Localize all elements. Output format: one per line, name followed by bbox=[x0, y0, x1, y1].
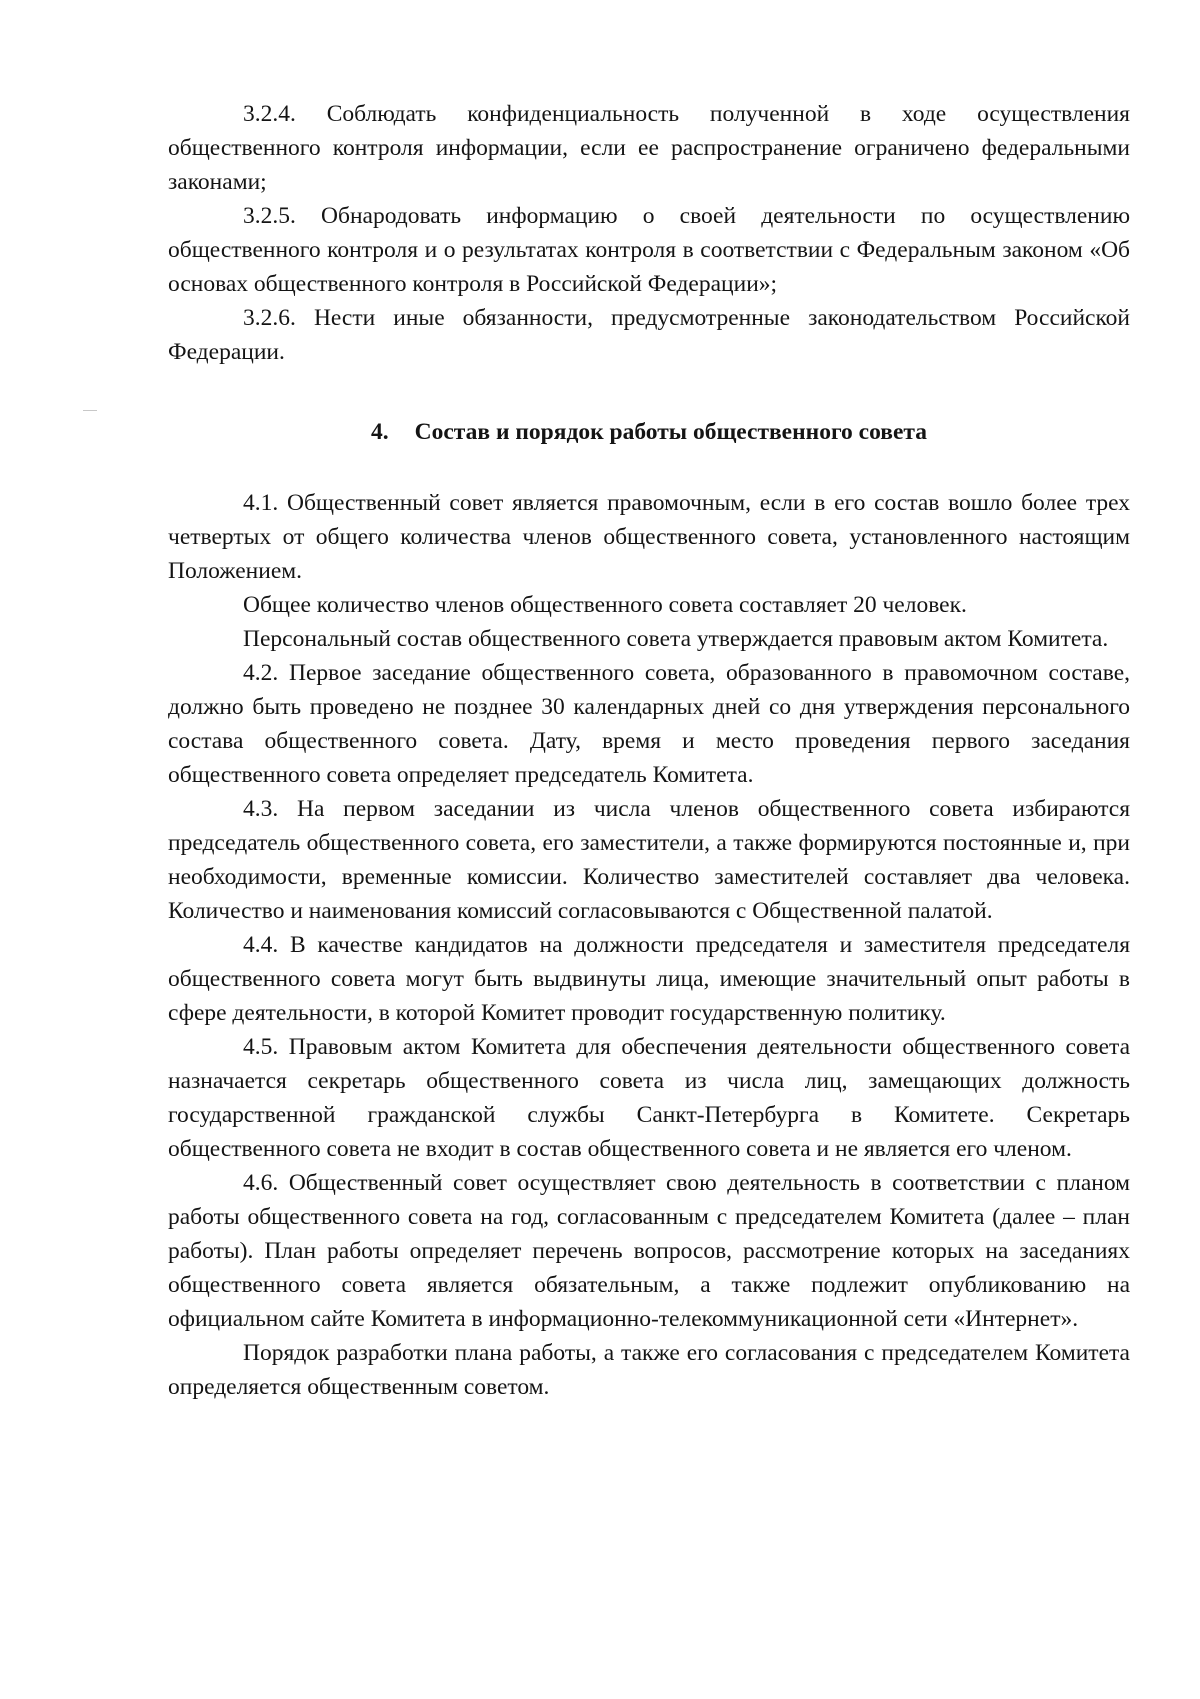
scan-artifact bbox=[83, 410, 97, 411]
clause-number: 4.5. bbox=[243, 1034, 279, 1060]
clause-4-5 bbox=[168, 1030, 1130, 1166]
clause-4-6 bbox=[168, 1166, 1130, 1336]
clause-number: 3.2.4. bbox=[243, 101, 296, 127]
paragraph-text: Общее количество членов общественного совета составляет 20 человек. bbox=[243, 592, 967, 618]
section-4-items bbox=[168, 486, 1130, 1404]
paragraph-member-count bbox=[168, 588, 1130, 622]
paragraph-text: Персональный состав общественного совета утверждается правовым актом Комитета. bbox=[243, 626, 1109, 652]
clause-number: 4.2. bbox=[243, 660, 279, 686]
clause-text: Первое заседание общественного совета, образованного в правомочном составе, должно быть проведено не позднее 30 календарных дней со дня утверждения персонального состава общественного совета. Дату, время и место проведения первого заседания общественного совета определяет председатель Комитета. bbox=[168, 660, 1130, 788]
clause-text: Общественный совет является правомочным, если в его состав вошло более трех четвертых от общего количества членов общественного совета, установленного настоящим Положением. bbox=[168, 490, 1131, 584]
clause-3-2-6 bbox=[168, 301, 1130, 369]
section-number: 4. bbox=[371, 419, 389, 445]
paragraph-plan-procedure bbox=[168, 1336, 1130, 1404]
clause-text: Нести иные обязанности, предусмотренные законодательством Российской Федерации. bbox=[168, 305, 1131, 365]
clause-3-2-5 bbox=[168, 199, 1130, 301]
clause-text: Соблюдать конфиденциальность полученной в ходе осуществления общественного контроля информации, если ее распространение ограничено федеральными законами; bbox=[168, 101, 1130, 195]
clause-text: В качестве кандидатов на должности председателя и заместителя председателя общественного совета могут быть выдвинуты лица, имеющие значительный опыт работы в сфере деятельности, в которой Комитет проводит государственную политику. bbox=[168, 932, 1131, 1026]
section-title: Состав и порядок работы общественного совета bbox=[414, 419, 927, 445]
section-4-heading-block bbox=[168, 415, 1130, 449]
clause-number: 3.2.6. bbox=[243, 305, 296, 331]
clause-number: 4.6. bbox=[243, 1170, 279, 1196]
clause-number: 3.2.5. bbox=[243, 203, 296, 229]
clause-text: Правовым актом Комитета для обеспечения деятельности общественного совета назначается секретарь общественного совета из числа лиц, замещающих должность государственной гражданской службы Санкт-Петербурга в Комитете. Секретарь общественного совета не входит в состав общественного совета и не является его членом. bbox=[168, 1034, 1130, 1162]
clause-4-2 bbox=[168, 656, 1130, 792]
clause-number: 4.4. bbox=[243, 932, 279, 958]
section-3-items bbox=[168, 97, 1130, 369]
clause-number: 4.1. bbox=[243, 490, 279, 516]
clause-4-4 bbox=[168, 928, 1130, 1030]
clause-text: Общественный совет осуществляет свою деятельность в соответствии с планом работы общественного совета на год, согласованным с председателем Комитета (далее – план работы). План работы определяет перечень вопросов, рассмотрение которых на заседаниях общественного совета является обязательным, а также подлежит опубликованию на официальном сайте Комитета в информационно-телекоммуникационной сети «Интернет». bbox=[168, 1170, 1131, 1332]
clause-text: Обнародовать информацию о своей деятельности по осуществлению общественного контроля и о результатах контроля в соответствии с Федеральным законом «Об основах общественного контроля в Российской Федерации»; bbox=[168, 203, 1131, 297]
paragraph-personal-composition bbox=[168, 622, 1130, 656]
clause-text: На первом заседании из числа членов общественного совета избираются председатель общественного совета, его заместители, а также формируются постоянные и, при необходимости, временные комиссии. Количество заместителей составляет два человека. Количество и наименования комиссий согласовываются с Общественной палатой. bbox=[168, 796, 1131, 924]
clause-3-2-4 bbox=[168, 97, 1130, 199]
section-heading bbox=[168, 415, 1130, 449]
clause-number: 4.3. bbox=[243, 796, 279, 822]
clause-4-1 bbox=[168, 486, 1130, 588]
clause-4-3 bbox=[168, 792, 1130, 928]
paragraph-text: Порядок разработки плана работы, а также его согласования с председателем Комитета определяется общественным советом. bbox=[168, 1340, 1130, 1400]
